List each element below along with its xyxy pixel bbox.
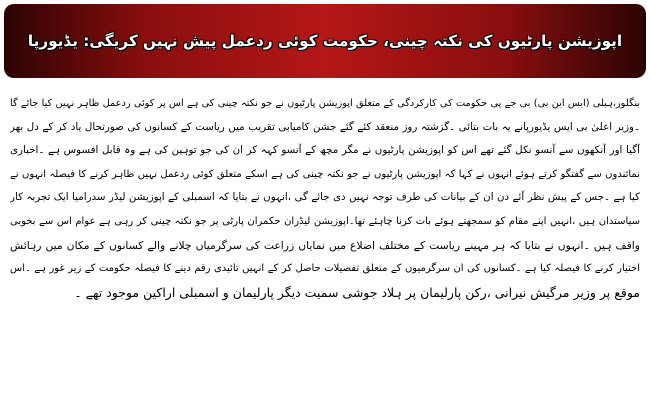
- article-line-8: اختیار کرنے کا فیصلہ کیا ہے ۔کسانوں کی ان سرگرمیوں کے متعلق تفصیلات حاصل کر کے انہیں تائیدی رقم دینے کا فیصلہ حکومت کے زیر غور ہے ۔اس: [10, 263, 640, 275]
- article-line-2: ۔وزیر اعلیٰ بی ایس یڈیورپانے یہ بات بتائی ۔گزشتہ روز منعقد کئے گئے جشن کامیابی تقریب میں ریاست کے کسانوں کی صورتحال یاد کر کے دل بھر: [10, 120, 640, 133]
- article-body: [10, 92, 640, 396]
- headline-title: اپوزیشن پارٹیوں کی نکتہ چینی، حکومت کوئی ردعمل پیش نہیں کریگی: یڈیورپا: [27, 31, 623, 50]
- article-line-9: موقع پر وزیر مرگیش نیرانی ،رکن پارلیمان پر ہلاد جوشی سمیت دیگر پارلیمان و اسمبلی اراکین موجود تھے ۔: [74, 284, 640, 300]
- article-line-5: کیا ہے ۔جس کے پیش نظر آئے دن ان کے بیانات کی طرف توجہ نہیں دی جائے گی ،انہوں نے بتایا کہ اسمبلی کے اپوزیشن لیڈر سدرامیا ایک تجربہ کار: [10, 191, 640, 204]
- headline-banner: [4, 4, 646, 78]
- article-line-4: نمائندوں سے گفتگو کرتے ہوئے انہوں نے کہا کہ اپوزیشن پارٹیوں نے جو نکتہ چینی کی ہے اسکے متعلق کوئی ردعمل نہیں ظاہر کرنے کا فیصلہ انہوں نے: [10, 168, 640, 180]
- article-line-7: واقف ہیں ۔انہوں نے بتایا کہ ہر مہینے ریاست کے مختلف اضلاع میں نمایاں زراعت کی سرگرمیاں چلانے والے کسانوں کے مکان میں رہائش: [10, 238, 640, 252]
- article-line-6: سیاستدان ہیں ،انہیں اپنے مقام کو سمجھتے ہوئے بات کرنا چاہئے تھا۔اپوزیشن لیڈران حکمران پارٹی پر جو نکتہ چینی کر رہی ہے عوام اس سے بخوبی: [10, 215, 640, 227]
- article-line-1: بنگلور،ہبلی (ایس این بی) بی جے پی حکومت کی کارکردگی کے متعلق اپوزیشن پارٹیوں نے جو نکتہ چینی کی ہے اس پر کوئی ردعمل ظاہر نہیں کیا جائے گا: [10, 98, 640, 109]
- article-line-3: آگیا اور آنکھوں سے آنسو نکل گئے تھے اس کو اپوزیشن پارٹیوں نے مگر مچھ کے آنسو کہہ کر ان کی جو توہین کی ہے وہ قابل افسوس ہے ۔اخباری: [10, 144, 640, 157]
